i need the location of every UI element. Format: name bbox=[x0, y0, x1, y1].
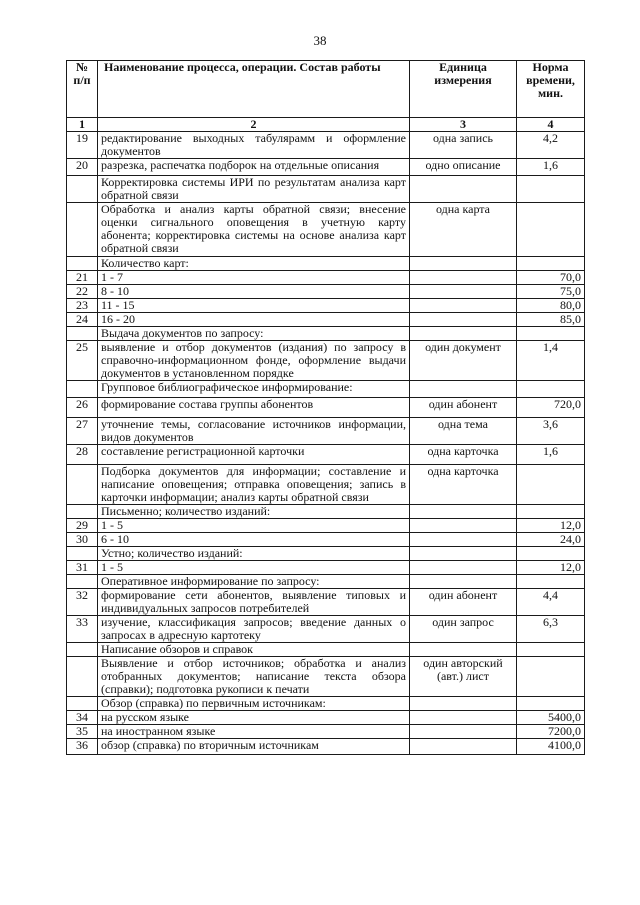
row-number: 34 bbox=[67, 711, 98, 725]
row-number: 36 bbox=[67, 739, 98, 755]
row-unit bbox=[410, 711, 517, 725]
table-row bbox=[67, 285, 585, 299]
row-unit: одна карта bbox=[410, 203, 517, 257]
row-name: формирование сети абонентов, выявление типовых и индивидуальных запросов потребителей bbox=[98, 589, 410, 616]
row-unit bbox=[410, 313, 517, 327]
table-row bbox=[67, 575, 585, 589]
table-row bbox=[67, 711, 585, 725]
row-unit bbox=[410, 299, 517, 313]
row-norm bbox=[517, 176, 585, 203]
row-unit: одна тема bbox=[410, 418, 517, 445]
row-name: уточнение темы, согласование источников информации, видов документов bbox=[98, 418, 410, 445]
table-row bbox=[67, 299, 585, 313]
row-unit bbox=[410, 561, 517, 575]
page-number: 38 bbox=[313, 33, 327, 48]
column-index: 2 bbox=[98, 118, 410, 132]
row-unit bbox=[410, 257, 517, 271]
row-name: Количество карт: bbox=[98, 257, 410, 271]
column-index: 1 bbox=[67, 118, 98, 132]
row-norm: 85,0 bbox=[517, 313, 585, 327]
table-header-row bbox=[67, 61, 585, 118]
table-row bbox=[67, 739, 585, 755]
table-row bbox=[67, 657, 585, 697]
table-row bbox=[67, 465, 585, 505]
table-row bbox=[67, 271, 585, 285]
row-number: 31 bbox=[67, 561, 98, 575]
table-row bbox=[67, 445, 585, 465]
row-norm: 1,6 bbox=[517, 445, 585, 465]
row-norm bbox=[517, 465, 585, 505]
row-name: формирование состава группы абонентов bbox=[98, 398, 410, 418]
row-unit bbox=[410, 697, 517, 711]
row-unit bbox=[410, 285, 517, 299]
row-norm: 12,0 bbox=[517, 561, 585, 575]
row-number bbox=[67, 327, 98, 341]
row-name: Написание обзоров и справок bbox=[98, 643, 410, 657]
row-number: 35 bbox=[67, 725, 98, 739]
row-unit bbox=[410, 505, 517, 519]
row-unit bbox=[410, 725, 517, 739]
row-name: Оперативное информирование по запросу: bbox=[98, 575, 410, 589]
row-norm: 6,3 bbox=[517, 616, 585, 643]
row-name: 6 - 10 bbox=[98, 533, 410, 547]
row-norm: 4,4 bbox=[517, 589, 585, 616]
row-unit: одна карточка bbox=[410, 465, 517, 505]
row-number: 22 bbox=[67, 285, 98, 299]
table-row bbox=[67, 519, 585, 533]
row-unit bbox=[410, 381, 517, 398]
header-name: Наименование процесса, операции. Состав работы bbox=[98, 61, 410, 118]
row-number bbox=[67, 657, 98, 697]
row-number: 25 bbox=[67, 341, 98, 381]
row-unit bbox=[410, 739, 517, 755]
row-number: 29 bbox=[67, 519, 98, 533]
row-number: 21 bbox=[67, 271, 98, 285]
table-row bbox=[67, 132, 585, 159]
row-norm: 5400,0 bbox=[517, 711, 585, 725]
header-norm: Норма времени, мин. bbox=[517, 61, 585, 118]
row-name: на иностранном языке bbox=[98, 725, 410, 739]
row-name: разрезка, распечатка подборок на отдельные описания bbox=[98, 159, 410, 176]
row-name: 11 - 15 bbox=[98, 299, 410, 313]
row-norm bbox=[517, 547, 585, 561]
row-number bbox=[67, 257, 98, 271]
table-row bbox=[67, 533, 585, 547]
row-unit bbox=[410, 176, 517, 203]
row-norm: 12,0 bbox=[517, 519, 585, 533]
row-norm bbox=[517, 505, 585, 519]
row-name: Выявление и отбор источников; обработка и анализ отобранных документов; написание текста обзора (справки); подготовка рукописи к печати bbox=[98, 657, 410, 697]
column-index-row bbox=[67, 118, 585, 132]
row-norm: 24,0 bbox=[517, 533, 585, 547]
row-norm bbox=[517, 257, 585, 271]
row-name: 1 - 7 bbox=[98, 271, 410, 285]
row-name: 16 - 20 bbox=[98, 313, 410, 327]
table-row bbox=[67, 159, 585, 176]
row-norm bbox=[517, 643, 585, 657]
row-norm: 75,0 bbox=[517, 285, 585, 299]
row-number: 24 bbox=[67, 313, 98, 327]
table-row bbox=[67, 589, 585, 616]
table-row bbox=[67, 176, 585, 203]
row-name: Выдача документов по запросу: bbox=[98, 327, 410, 341]
table-row bbox=[67, 561, 585, 575]
table-row bbox=[67, 381, 585, 398]
row-unit bbox=[410, 643, 517, 657]
table-row bbox=[67, 398, 585, 418]
row-name: Обработка и анализ карты обратной связи; внесение оценки сигнального оповещения в учетную карту абонента; корректировка системы на основе анализа карт обратной связи bbox=[98, 203, 410, 257]
row-norm: 1,6 bbox=[517, 159, 585, 176]
row-unit: одна запись bbox=[410, 132, 517, 159]
row-name: Письменно; количество изданий: bbox=[98, 505, 410, 519]
table-row bbox=[67, 616, 585, 643]
row-number: 26 bbox=[67, 398, 98, 418]
row-norm bbox=[517, 381, 585, 398]
row-norm: 1,4 bbox=[517, 341, 585, 381]
row-name: выявление и отбор документов (издания) по запросу в справочно-информационном фонде, оформление выдачи документов в установленном порядке bbox=[98, 341, 410, 381]
row-name: 1 - 5 bbox=[98, 519, 410, 533]
row-name: Групповое библиографическое информирование: bbox=[98, 381, 410, 398]
table-row bbox=[67, 257, 585, 271]
header-num: № п/п bbox=[67, 61, 98, 118]
row-number: 19 bbox=[67, 132, 98, 159]
header-unit: Единица измерения bbox=[410, 61, 517, 118]
row-norm: 80,0 bbox=[517, 299, 585, 313]
table-row bbox=[67, 725, 585, 739]
row-unit bbox=[410, 533, 517, 547]
row-number bbox=[67, 381, 98, 398]
row-number: 20 bbox=[67, 159, 98, 176]
row-name: Устно; количество изданий: bbox=[98, 547, 410, 561]
row-norm bbox=[517, 203, 585, 257]
row-norm: 3,6 bbox=[517, 418, 585, 445]
column-index: 4 bbox=[517, 118, 585, 132]
table-row bbox=[67, 643, 585, 657]
table-row bbox=[67, 313, 585, 327]
row-unit bbox=[410, 547, 517, 561]
row-norm bbox=[517, 657, 585, 697]
row-number: 28 bbox=[67, 445, 98, 465]
row-number bbox=[67, 643, 98, 657]
table-row bbox=[67, 697, 585, 711]
table-row bbox=[67, 505, 585, 519]
table-row bbox=[67, 418, 585, 445]
column-index: 3 bbox=[410, 118, 517, 132]
row-name: 1 - 5 bbox=[98, 561, 410, 575]
row-name: изучение, классификация запросов; введение данных о запросах в адресную картотеку bbox=[98, 616, 410, 643]
row-unit bbox=[410, 519, 517, 533]
row-number bbox=[67, 575, 98, 589]
row-number: 33 bbox=[67, 616, 98, 643]
row-name: Корректировка системы ИРИ по результатам анализа карт обратной связи bbox=[98, 176, 410, 203]
row-name: 8 - 10 bbox=[98, 285, 410, 299]
row-name: составление регистрационной карточки bbox=[98, 445, 410, 465]
row-norm bbox=[517, 575, 585, 589]
row-name: обзор (справка) по вторичным источникам bbox=[98, 739, 410, 755]
row-unit: один запрос bbox=[410, 616, 517, 643]
row-number: 32 bbox=[67, 589, 98, 616]
row-norm: 720,0 bbox=[517, 398, 585, 418]
row-unit bbox=[410, 575, 517, 589]
row-unit: один абонент bbox=[410, 589, 517, 616]
row-number bbox=[67, 505, 98, 519]
row-unit bbox=[410, 327, 517, 341]
row-unit: один авторский (авт.) лист bbox=[410, 657, 517, 697]
row-unit: один абонент bbox=[410, 398, 517, 418]
row-norm: 70,0 bbox=[517, 271, 585, 285]
row-name: Подборка документов для информации; составление и написание оповещения; отправка оповещения; запись в карточки информации; анализ карты обратной связи bbox=[98, 465, 410, 505]
row-norm: 4,2 bbox=[517, 132, 585, 159]
table-row bbox=[67, 341, 585, 381]
row-number: 30 bbox=[67, 533, 98, 547]
row-number bbox=[67, 697, 98, 711]
time-norms-table bbox=[66, 60, 585, 755]
table-row bbox=[67, 327, 585, 341]
row-number: 23 bbox=[67, 299, 98, 313]
row-norm: 4100,0 bbox=[517, 739, 585, 755]
row-unit bbox=[410, 271, 517, 285]
row-number bbox=[67, 176, 98, 203]
row-number: 27 bbox=[67, 418, 98, 445]
row-number bbox=[67, 203, 98, 257]
row-name: редактирование выходных табулярамм и оформление документов bbox=[98, 132, 410, 159]
row-name: Обзор (справка) по первичным источникам: bbox=[98, 697, 410, 711]
row-norm bbox=[517, 697, 585, 711]
table-row bbox=[67, 547, 585, 561]
row-number bbox=[67, 465, 98, 505]
row-unit: один документ bbox=[410, 341, 517, 381]
row-norm: 7200,0 bbox=[517, 725, 585, 739]
row-name: на русском языке bbox=[98, 711, 410, 725]
row-unit: одна карточка bbox=[410, 445, 517, 465]
row-norm bbox=[517, 327, 585, 341]
row-number bbox=[67, 547, 98, 561]
row-unit: одно описание bbox=[410, 159, 517, 176]
table-row bbox=[67, 203, 585, 257]
